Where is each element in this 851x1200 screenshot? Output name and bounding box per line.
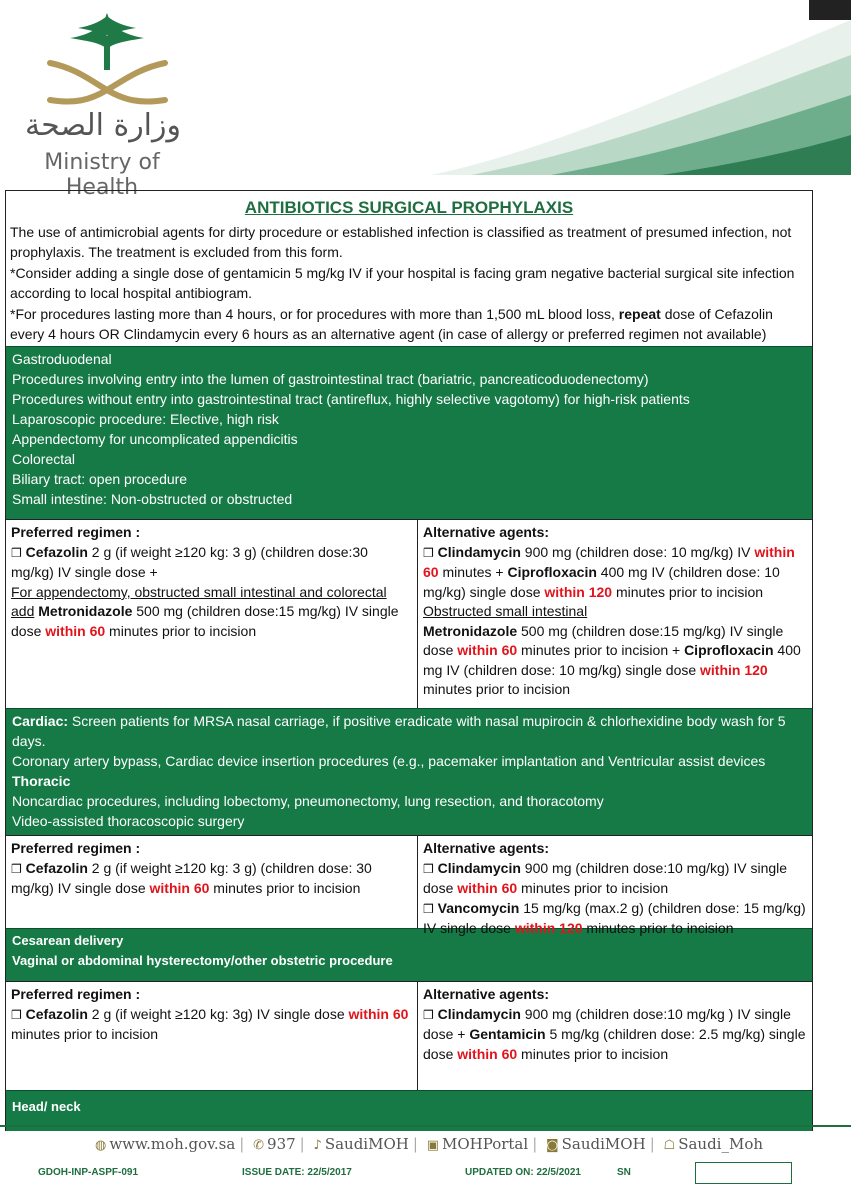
- separator: |: [532, 1135, 538, 1153]
- form-title: ANTIBIOTICS SURGICAL PROPHYLAXIS: [244, 198, 574, 217]
- drug-name: Clindamycin: [437, 859, 521, 876]
- document-code: GDOH-INP-ASPF-091: [38, 1167, 139, 1178]
- prophylaxis-form: [5, 190, 813, 1131]
- section-line: Vaginal or abdominal hysterectomy/other obstetric procedure: [12, 953, 393, 969]
- alternative-agents-heading: Alternative agents:: [423, 986, 550, 1003]
- preferred-regimen-cell: [6, 836, 418, 928]
- intro-3-part-c: dose of Cefazolin every 4 hours OR Clindamycin every 6 hours as an alternative agent (in case of allergy or preferred regimen not available): [10, 305, 773, 343]
- phone-number[interactable]: 937: [267, 1135, 296, 1153]
- checkbox-icon: ❒: [423, 861, 434, 876]
- checkbox-icon: ❒: [11, 545, 22, 560]
- separator: |: [412, 1135, 418, 1153]
- preferred-regimen-text: [11, 859, 412, 899]
- appendectomy-note: For appendectomy, obstructed small intestinal and colorectal add: [11, 583, 387, 620]
- timing-highlight: within 60: [149, 880, 210, 897]
- dose-text: minutes prior to incision: [209, 880, 361, 897]
- top-dark-bar: [809, 0, 851, 20]
- checkbox-icon: ❒: [423, 545, 434, 560]
- drug-name: Clindamycin: [437, 1005, 521, 1022]
- drug-name: Ciprofloxacin: [684, 642, 774, 659]
- alternative-text: [423, 859, 807, 899]
- youtube-icon: ▣: [426, 1138, 439, 1153]
- dose-text: minutes prior to incision: [423, 681, 571, 698]
- drug-name: Cefazolin: [25, 859, 88, 876]
- dose-text: minutes prior to incision: [517, 1045, 669, 1062]
- preferred-regimen-heading: Preferred regimen :: [11, 524, 141, 541]
- dose-text: 2 g (if weight ≥120 kg: 3 g) (children dose: 30 mg/kg) IV single dose: [11, 859, 372, 897]
- snapchat-icon: ☖: [663, 1138, 676, 1153]
- section-line: Colorectal: [12, 451, 76, 468]
- dose-text: 2 g (if weight ≥120 kg: 3g) IV single dose: [87, 1005, 349, 1022]
- dose-text: minutes prior to incision +: [517, 642, 685, 659]
- preferred-regimen-heading: Preferred regimen :: [11, 840, 141, 857]
- youtube-link[interactable]: MOHPortal: [441, 1135, 529, 1153]
- section-line: Laparoscopic procedure: Elective, high risk: [12, 411, 279, 428]
- timing-highlight: within 60: [457, 1045, 518, 1062]
- section-obstetric-regimens: [6, 981, 812, 1090]
- timing-highlight: within 120: [700, 661, 768, 678]
- social-links: [95, 1135, 763, 1153]
- section-line: Video-assisted thoracoscopic surgery: [12, 813, 245, 830]
- dose-text: 500 mg (children dose:15 mg/kg) IV single dose: [423, 622, 784, 659]
- dose-text: minutes prior to incision: [612, 583, 764, 600]
- drug-name: Metronidazole: [423, 622, 518, 639]
- dose-text: 900 mg (children dose:10 mg/kg) IV single dose: [423, 859, 788, 897]
- checkbox-icon: ❒: [423, 1007, 434, 1022]
- footer-divider: [0, 1125, 851, 1127]
- drug-name: Gentamicin: [469, 1026, 546, 1043]
- separator: |: [239, 1135, 245, 1153]
- intro-3-repeat: repeat: [618, 305, 661, 322]
- alternative-text: [423, 543, 807, 603]
- intro-paragraph-1: The use of antimicrobial agents for dirty procedure or established infection is classified as treatment of presumed infection, not prophylaxis. The treatment is excluded from this form.: [10, 224, 792, 261]
- drug-name: Clindamycin: [437, 543, 521, 560]
- timing-highlight: within 120: [544, 583, 613, 600]
- timing-highlight: within 60: [423, 543, 795, 581]
- timing-highlight: within 60: [348, 1005, 409, 1022]
- section-gastro-header: [6, 346, 812, 519]
- globe-icon: ◍: [95, 1138, 107, 1153]
- dose-text: minutes prior to incision: [582, 920, 734, 937]
- section-line: Procedures without entry into gastrointestinal tract (antireflux, highly selective vagotomy) for high-risk patients: [12, 391, 690, 408]
- sn-input-box[interactable]: [695, 1162, 792, 1184]
- drug-name: Metronidazole: [38, 603, 133, 620]
- drug-name: Ciprofloxacin: [507, 564, 597, 581]
- intro-paragraph-2: *Consider adding a single dose of gentamicin 5 mg/kg IV if your hospital is facing gram negative bacterial surgical site infection according to local hospital antibiogram.: [10, 264, 795, 302]
- section-gastro-regimens: [6, 519, 812, 708]
- checkbox-icon: ❒: [11, 1007, 22, 1022]
- issue-date: ISSUE DATE: 22/5/2017: [242, 1167, 352, 1178]
- preferred-regimen-cell: [6, 520, 418, 708]
- section-line: Appendectomy for uncomplicated appendicitis: [12, 431, 298, 448]
- timing-highlight: within 60: [457, 642, 518, 659]
- intro-text: [6, 222, 812, 346]
- cardiac-label: Cardiac:: [12, 713, 69, 730]
- drug-name: Cefazolin: [25, 543, 88, 560]
- thoracic-label: Thoracic: [12, 773, 71, 790]
- cardiac-line: [12, 711, 806, 751]
- alternative-agents-cell: [418, 836, 812, 937]
- logo-english-text: Ministry of Health: [44, 150, 160, 200]
- preferred-regimen-text: [11, 543, 412, 583]
- dose-text: minutes prior to incision: [105, 622, 257, 639]
- logo-arabic-text: وزارة الصحة: [25, 108, 181, 143]
- phone-icon: ✆: [253, 1138, 265, 1153]
- sn-label: SN: [617, 1167, 631, 1178]
- header-swoosh: [431, 0, 851, 175]
- separator: |: [649, 1135, 655, 1153]
- section-line: Biliary tract: open procedure: [12, 471, 188, 488]
- separator: |: [299, 1135, 305, 1153]
- section-line: Cesarean delivery: [12, 933, 124, 949]
- dose-text: 2 g (if weight ≥120 kg: 3 g) (children dose:30 mg/kg) IV single dose +: [11, 543, 368, 581]
- website-link[interactable]: www.moh.gov.sa: [109, 1135, 236, 1153]
- dose-text: 400 mg IV (children dose: 10 mg/kg) single dose: [423, 564, 780, 600]
- dose-text: 500 mg (children dose:15 mg/kg) IV single dose: [11, 603, 399, 639]
- preferred-regimen-heading: Preferred regimen :: [11, 986, 141, 1003]
- section-line: Noncardiac procedures, including lobectomy, pneumonectomy, lung resection, and thoracotomy: [12, 793, 604, 810]
- section-line: Procedures involving entry into the lumen of gastrointestinal tract (bariatric, pancreaticoduodenectomy): [12, 371, 649, 388]
- intro-paragraph-3: [10, 304, 808, 345]
- dose-text: minutes +: [438, 564, 508, 581]
- section-line: Coronary artery bypass, Cardiac device insertion procedures (e.g., pacemaker implantation and Ventricular assist devices: [12, 753, 766, 770]
- section-line: Gastroduodenal: [12, 351, 112, 368]
- preferred-regimen-cell: [6, 982, 418, 1090]
- updated-date: UPDATED ON: 22/5/2021: [465, 1167, 581, 1178]
- alternative-agents-heading: Alternative agents:: [423, 524, 550, 541]
- obstructed-subheading: Obstructed small intestinal: [423, 603, 588, 620]
- alternative-text: [423, 899, 807, 939]
- drug-name: Cefazolin: [25, 1005, 88, 1022]
- preferred-regimen-note: [11, 583, 412, 642]
- dose-text: 900 mg (children dose: 10 mg/kg) IV: [520, 543, 755, 560]
- cardiac-text: Screen patients for MRSA nasal carriage, if positive eradicate with nasal mupirocin & chlorhexidine body wash for 5 days.: [12, 713, 786, 750]
- alternative-agents-heading: Alternative agents:: [423, 840, 550, 857]
- dose-text: 5 mg/kg (children dose: 2.5 mg/kg) single dose: [423, 1026, 806, 1062]
- timing-highlight: within 60: [457, 880, 518, 897]
- snapchat-link[interactable]: Saudi_Moh: [678, 1135, 764, 1153]
- checkbox-icon: ❒: [423, 901, 434, 916]
- dose-text: 400 mg IV (children dose: 10 mg/kg) single dose: [423, 642, 801, 678]
- timing-highlight: within 120: [514, 920, 583, 937]
- preferred-regimen-text: [11, 1005, 412, 1045]
- alternative-agents-cell: [418, 520, 812, 708]
- intro-3-part-a: *For procedures lasting more than 4 hours, or for procedures with more than 1,500 mL blood loss,: [10, 305, 619, 322]
- dose-text: 900 mg (children dose:10 mg/kg ) IV single dose +: [423, 1005, 791, 1043]
- dose-text: minutes prior to incision: [517, 880, 669, 897]
- section-cardiac-header: [6, 708, 812, 835]
- section-line: Head/ neck: [12, 1099, 81, 1115]
- section-line: Small intestine: Non-obstructed or obstructed: [12, 491, 293, 508]
- alternative-agents-cell: [418, 982, 812, 1090]
- alternative-text: [423, 622, 807, 700]
- checkbox-icon: ❒: [11, 861, 22, 876]
- twitter-icon: ♪: [313, 1138, 322, 1153]
- dose-text: 15 mg/kg (max.2 g) (children dose: 15 mg/kg) IV single dose: [423, 899, 806, 937]
- dose-text: minutes prior to incision: [11, 1026, 159, 1043]
- drug-name: Vancomycin: [437, 899, 520, 916]
- timing-highlight: within 60: [45, 622, 106, 639]
- section-cardiac-regimens: [6, 835, 812, 937]
- instagram-link[interactable]: SaudiMOH: [561, 1135, 646, 1153]
- twitter-link[interactable]: SaudiMOH: [324, 1135, 409, 1153]
- alternative-text: [423, 1005, 807, 1065]
- instagram-icon: ◙: [546, 1138, 559, 1153]
